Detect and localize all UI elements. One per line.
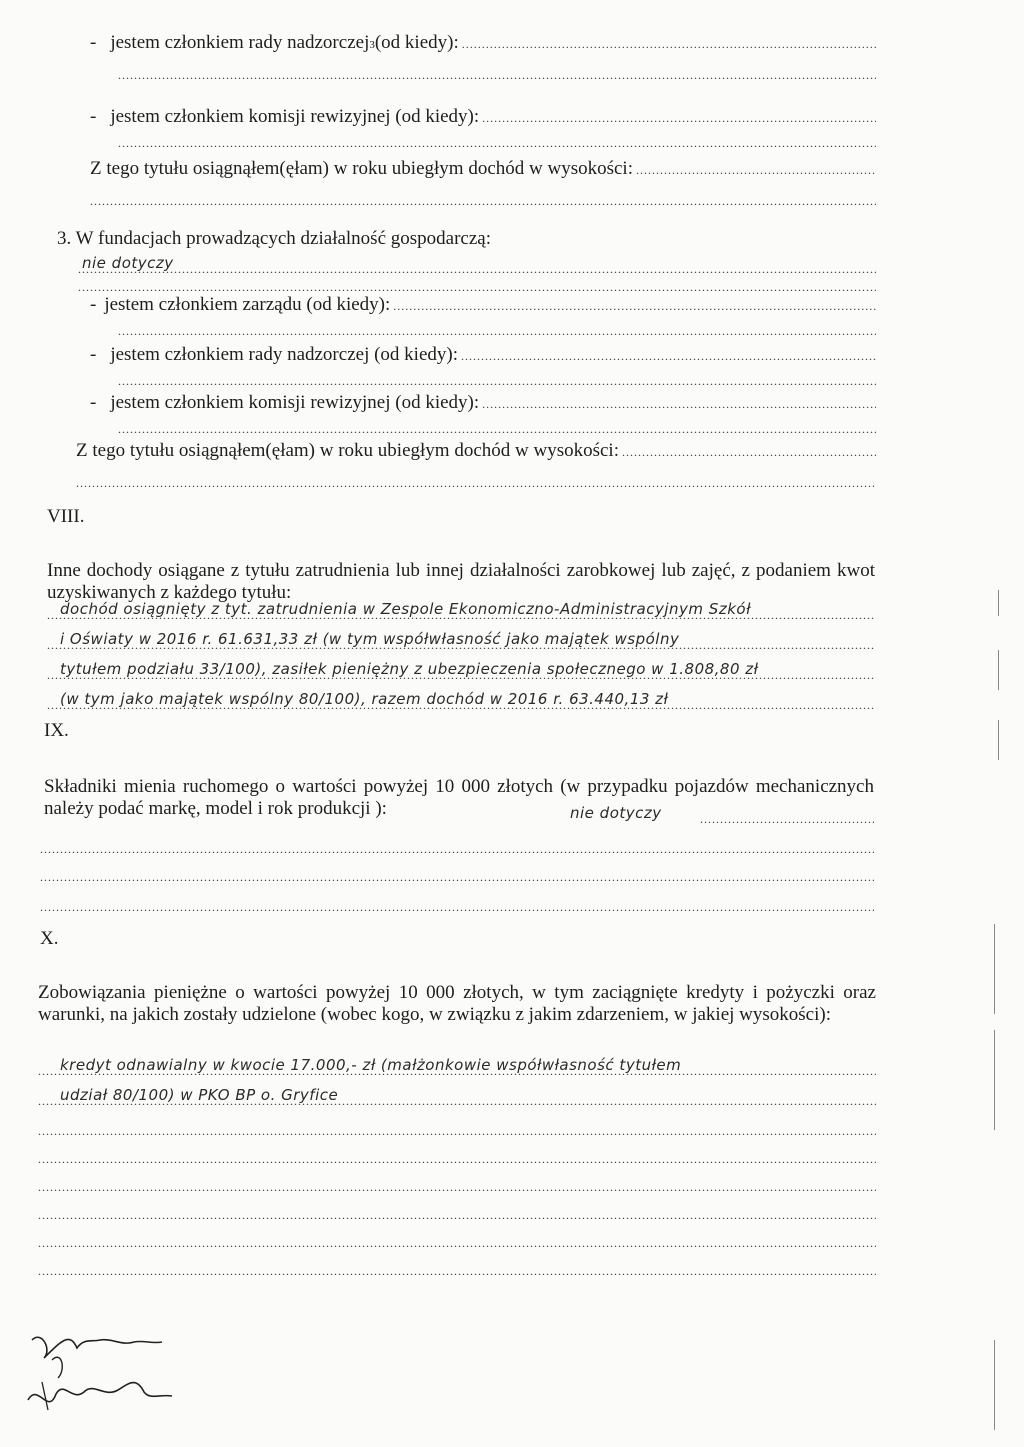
answer-dots xyxy=(393,299,876,314)
audit-committee-line: - jestem członkiem komisji rewizyjnej (od kiedy): ..... xyxy=(90,392,876,414)
answer-dots-row xyxy=(118,136,876,150)
answer-dots xyxy=(482,111,876,126)
income-label-top: Z tego tytułu osiągnąłem(ęłam) w roku ubiegłym dochód w wysokości: xyxy=(90,158,633,179)
income-label: Z tego tytułu osiągnąłem(ęłam) w roku ubiegłym dochód w wysokości: xyxy=(76,440,619,461)
section-x-answer-line: kredyt odnawialny w kwocie 17.000,- zł (małżonkowie współwłasność tytułem xyxy=(60,1056,682,1074)
section-x-answer-line: udział 80/100) w PKO BP o. Gryfice xyxy=(60,1086,339,1104)
section-ix-text: Składniki mienia ruchomego o wartości powyżej 10 000 złotych (w przypadku pojazdów mechanicznych należy podać markę, model i rok produkcji ): xyxy=(44,776,874,819)
answer-dots-row xyxy=(40,870,874,884)
item3-label: 3. W fundacjach prowadzących działalność gospodarczą: xyxy=(57,228,491,249)
margin-mark xyxy=(998,650,999,690)
section-viii-numeral: VIII. xyxy=(47,506,85,527)
answer-dots-row xyxy=(38,1180,876,1194)
section-viii-answer-line: dochód osiągnięty z tyt. zatrudnienia w Zespole Ekonomiczno-Administracyjnym Szkół xyxy=(60,600,751,618)
answer-dots-row xyxy=(78,280,876,294)
audit-committee-label-top: jestem członkiem komisji rewizyjnej (od kiedy): xyxy=(110,106,480,127)
answer-dots-row xyxy=(118,68,876,82)
supervisory-board-line-top: - jestem członkiem rady nadzorczej 3 (od kiedy): ..... xyxy=(90,32,876,54)
supervisory-board-tail-top: (od kiedy): xyxy=(374,32,459,53)
answer-dots-row xyxy=(38,1236,876,1250)
margin-mark xyxy=(994,1030,995,1130)
answer-dots xyxy=(461,349,876,364)
answer-dots xyxy=(482,397,876,412)
answer-dots-row xyxy=(38,1124,876,1138)
board-label: jestem członkiem zarządu (od kiedy): xyxy=(104,294,391,315)
section-viii-answer-line: tytułem podziału 33/100), zasiłek pieniężny z ubezpieczenia społecznego w 1.808,80 zł xyxy=(60,660,759,678)
income-line-top xyxy=(90,158,876,180)
answer-dots-row xyxy=(38,1064,876,1078)
section-viii-text: Inne dochody osiągane z tytułu zatrudnienia lub innej działalności zarobkowej lub zajęć, z podaniem kwot uzyskiwanych z każdego tytułu: xyxy=(47,560,875,603)
section-x-numeral: X. xyxy=(40,928,59,949)
section-viii-answer-line: i Oświaty w 2016 r. 61.631,33 zł (w tym współwłasność jako majątek wspólny xyxy=(60,630,680,648)
answer-dots-row xyxy=(38,1208,876,1222)
footnote-ref: 3 xyxy=(369,39,375,51)
margin-mark xyxy=(998,720,999,760)
section-ix-handwritten-answer: nie dotyczy xyxy=(570,804,662,822)
answer-dots-row xyxy=(78,262,876,276)
answer-dots-row xyxy=(38,1094,876,1108)
answer-dots xyxy=(462,37,876,52)
answer-dots-row xyxy=(40,842,874,856)
section-viii-answer-line: (w tym jako majątek wspólny 80/100), razem dochód w 2016 r. 63.440,13 zł xyxy=(60,690,669,708)
audit-committee-label: jestem członkiem komisji rewizyjnej (od kiedy): xyxy=(110,392,480,413)
item3-line xyxy=(57,228,557,250)
answer-dots-row xyxy=(38,1264,876,1278)
audit-committee-line-top: - jestem członkiem komisji rewizyjnej (od kiedy): ..... xyxy=(90,106,876,128)
margin-mark xyxy=(994,1340,995,1430)
answer-dots-row xyxy=(700,812,874,826)
answer-dots xyxy=(622,445,876,460)
answer-dots-row xyxy=(118,422,876,436)
section-x-text: Zobowiązania pieniężne o wartości powyżej 10 000 złotych, w tym zaciągnięte kredyty i pożyczki oraz warunki, na jakich zostały udzielone (wobec kogo, w związku z jakim zdarzeniem, w jakiej wysokości): xyxy=(38,982,876,1025)
answer-dots-row xyxy=(38,1152,876,1166)
margin-mark xyxy=(998,590,999,616)
supervisory-board-line: - jestem członkiem rady nadzorczej (od kiedy): ..... xyxy=(90,344,876,366)
item3-handwritten-answer: nie dotyczy xyxy=(82,254,174,272)
margin-mark xyxy=(994,924,995,1014)
section-ix-numeral: IX. xyxy=(44,720,69,741)
answer-dots-row xyxy=(76,476,876,490)
handwritten-signature xyxy=(22,1320,182,1430)
answer-dots-row xyxy=(118,374,876,388)
income-line xyxy=(76,440,876,462)
supervisory-board-label: jestem członkiem rady nadzorczej (od kiedy): xyxy=(110,344,458,365)
supervisory-board-label-top: jestem członkiem rady nadzorczej xyxy=(110,32,370,53)
answer-dots-row xyxy=(40,900,874,914)
answer-dots-row xyxy=(90,194,876,208)
answer-dots xyxy=(636,163,876,178)
answer-dots-row xyxy=(118,324,876,338)
board-line: - jestem członkiem zarządu (od kiedy): ..... xyxy=(90,294,876,316)
